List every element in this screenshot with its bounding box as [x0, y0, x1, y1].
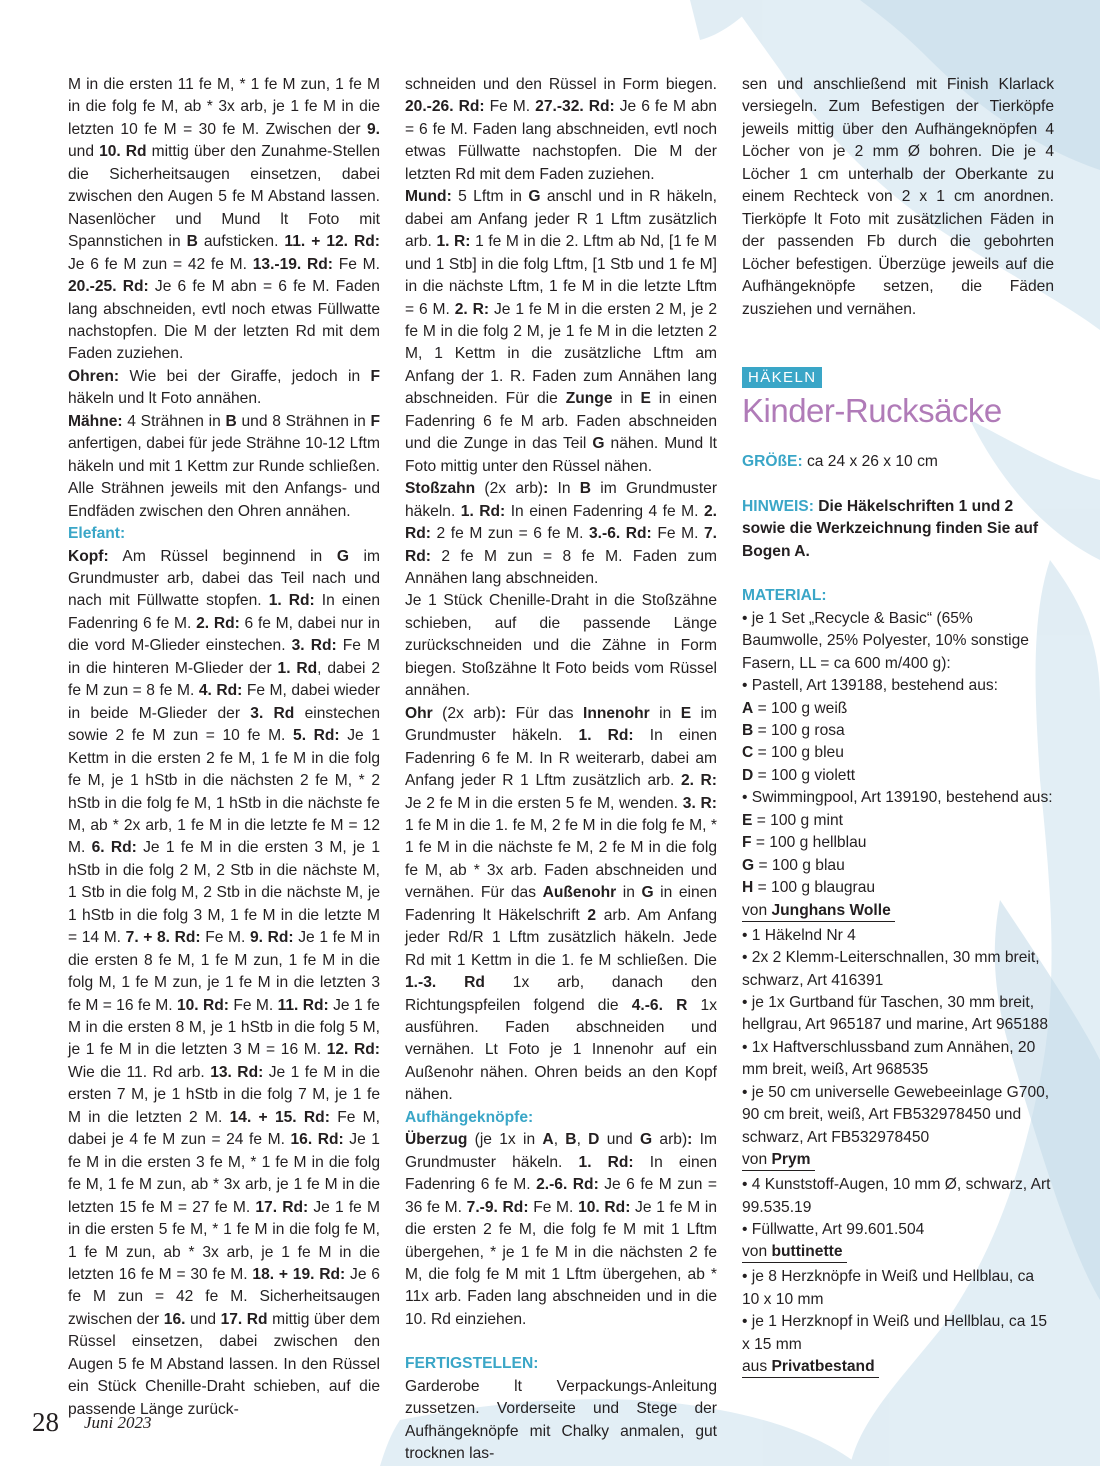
section-title: Kinder-Rucksäcke: [742, 392, 1002, 430]
size-line: GRÖßE: ca 24 x 26 x 10 cm: [742, 453, 938, 471]
spacer: [742, 321, 1054, 367]
heading-fertigstellen: FERTIGSTELLEN:: [405, 1355, 539, 1373]
paragraph: Ohr (2x arb): Für das Innenohr in E im Grundmuster häkeln. 1. Rd: In einen Fadenring 6 fe M. In R weiterarb, dabei am Anfang jeder R 1 Lftm zusätzlich arb. 2. R: Je 2 fe M in die ersten 5 fe M, wenden. 3. R: 1 fe M in die 1. fe M, 2 fe M in die folg fe M, * 1 fe M in die nächste fe M, 2 fe M in die folg fe M, ab * 3x arb. Faden abschneiden und vernähen. Für das Außenohr in G in einen Fadenring lt Häkelschrift 2 arb. Am Anfang jeder Rd/R 1 Lftm zusätzlich häkeln. Jede Rd mit 1 Kettm in die 1. fe M schließen. Die 1.-3. Rd 1x arb, danach den Richtungspfeilen folgend die 4.-6. R 1x ausführen. Faden abschneiden und vernähen. Lt Foto je 1 Innenohr auf ein Außenohr nähen. Ohren beids an den Kopf nähen.: [405, 704, 718, 1104]
section-header: [742, 367, 1054, 431]
heading-aufhaengeknoepfe: Aufhängeknöpfe:: [405, 1108, 534, 1126]
spacer: [742, 474, 1054, 496]
paragraph: Überzug (je 1x in A, B, D und G arb): Im Grundmuster häkeln. 1. Rd: In einen Fadenring 6 fe M. 2.-6. Rd: Je 6 fe M zun = 36 fe M. 7.-9. Rd: Fe M. 10. Rd: Je 1 fe M in die ersten 2 fe M, die folg fe M mit 1 Lftm übergehen, * je 1 fe M in die nächsten 2 fe M, die folg fe M mit 1 Lftm übergehen, ab * 11x arb. Faden lang abschneiden und in die 10. Rd einziehen.: [405, 1131, 718, 1328]
heading-material: MATERIAL:: [742, 587, 827, 605]
hint: HINWEIS: Die Häkelschriften 1 und 2 sowie die Werkzeichnung finden Sie auf Bogen A.: [742, 497, 1039, 560]
paragraph: Je 1 Stück Chenille-Draht in die Stoßzähne schieben, auf die passende Länge zurückschneiden und die Zähne in Form biegen. Stoßzähne lt Foto beids vom Rüssel annähen.: [405, 592, 717, 700]
text-column-1: [68, 74, 380, 1421]
text-column-2: [405, 74, 717, 1466]
issue-date: Juni 2023: [84, 1413, 152, 1432]
paragraph: M in die ersten 11 fe M, * 1 fe M zun, 1 fe M in die folg fe M, ab * 3x arb, je 1 fe M in die letzten 10 fe M = 30 fe M. Zwischen der 9. und 10. Rd mittig über den Zunahme-Stellen die Sicherheitsaugen einsetzen, dabei zwischen den Augen 5 fe M Abstand lassen. Nasenlöcher und Mund lt Foto mit Spannstichen in B aufsticken. 11. + 12. Rd: Je 6 fe M zun = 42 fe M. 13.-19. Rd: Fe M. 20.-25. Rd: Je 6 fe M abn = 6 fe M. Faden lang abschneiden, evtl noch etwas Füllwatte nachstopfen. Die M der letzten Rd mit dem Faden zuziehen.: [68, 76, 380, 363]
paragraph: Mund: 5 Lftm in G anschl und in R häkeln, dabei am Anfang jeder R 1 Lftm zusätzlich arb. 1. R: 1 fe M in die 2. Lftm ab Nd, [1 fe M und 1 Stb] in die folg Lftm, [1 Stb und 1 fe M] in die nächste Lftm, 1 fe M in die letzte Lftm = 6 M. 2. R: Je 1 fe M in die ersten 2 M, je 2 fe M in die folg 2 M, je 1 fe M in die letzten 2 M, 1 Kettm in die zusätzliche Lftm am Anfang der 1. R. Faden zum Annähen lang abschneiden. Für die Zunge in E in einen Fadenring 6 fe M arb. Faden abschneiden und die Zunge in das Teil G nähen. Mund lt Foto mittig unter den Rüssel nähen.: [405, 188, 718, 475]
paragraph: Kopf: Am Rüssel beginnend in G im Grundmuster arb, dabei das Teil nach und nach mit Füllwatte stopfen. 1. Rd: In einen Fadenring 6 fe M. 2. Rd: 6 fe M, dabei nur in die vord M-Glieder einstechen. 3. Rd: Fe M in die hinteren M-Glieder der 1. Rd, dabei 2 fe M zun = 8 fe M. 4. Rd: Fe M, dabei wieder in beide M-Glieder der 3. Rd einstechen sowie 2 fe M zun = 10 fe M. 5. Rd: Je 1 Kettm in die ersten 2 fe M, 1 fe M in die folg fe M, je 1 hStb in die nächsten 2 fe M, * 2 hStb in die folg fe M, 1 hStb in die nächste fe M, ab * 2x arb, 1 fe M in die letzte fe M = 12 M. 6. Rd: Je 1 fe M in die ersten 3 M, je 1 hStb in die folg 2 M, 2 Stb in die nächste M, 1 Stb in die folg M, 2 Stb in die nächste M, je 1 hStb in die folg 3 M, 1 fe M in die letzte M = 14 M. 7. + 8. Rd: Fe M. 9. Rd: Je 1 fe M in die ersten 8 fe M, 1 fe M zun, 1 fe M in die folg M, 1 fe M zun, je 1 fe M in die letzten 3 fe M = 16 fe M. 10. Rd: Fe M. 11. Rd: Je 1 fe M in die ersten 8 M, je 1 hStb in die folg 5 M, je 1 fe M in die letzten 3 M = 16 M. 12. Rd: Wie die 11. Rd arb. 13. Rd: Je 1 fe M in die ersten 7 M, je 1 hStb in die folg 7 M, je 1 fe M in die letzten 2 M. 14. + 15. Rd: Fe M, dabei je 4 fe M zun = 24 fe M. 16. Rd: Je 1 fe M in die ersten 3 fe M, * 1 fe M in die folg fe M, 1 fe M zun, ab * 3x arb, je 1 fe M in die letzten 15 fe M = 27 fe M. 17. Rd: Je 1 fe M in die ersten 5 fe M, * 1 fe M in die folg fe M, 1 fe M zun, ab * 3x arb, je 1 fe M in die letzten 16 fe M = 30 fe M. 18. + 19. Rd: Je 6 fe M zun = 42 fe M. Sicherheitsaugen zwischen der 16. und 17. Rd mittig über dem Rüssel einsetzen, dabei zwischen den Augen 5 fe M Abstand lassen. In den Rüssel ein Stück Chenille-Draht schieben, auf die passende Länge zurück-: [68, 547, 381, 1418]
category-tag: HÄKELN: [742, 367, 822, 388]
source-line: von Junghans Wolle: [742, 900, 895, 922]
spacer: [405, 1331, 717, 1353]
paragraph: Ohren: Wie bei der Giraffe, jedoch in F häkeln und lt Foto annähen.: [68, 367, 380, 408]
page-number: 28: [32, 1407, 59, 1437]
source-line: von Prym: [742, 1149, 815, 1171]
spacer: [742, 563, 1054, 585]
paragraph: Mähne: 4 Strähnen in B und 8 Strähnen in F anfertigen, dabei für jede Strähne 10-12 Lftm häkeln und mit 1 Kettm zur Runde schließen. Alle Strähnen jeweils mit den Anfangs- und Endfäden zwischen den Ohren annähen.: [68, 412, 380, 520]
spacer: [742, 431, 1054, 451]
text-column-3: [742, 74, 1054, 1381]
source-line: von buttinette: [742, 1241, 847, 1263]
material-list: • je 1 Set „Recycle & Basic“ (65% Baumwolle, 25% Polyester, 10% sonstige Fasern, LL = ca 600 m/400 g): • Pastell, Art 139188, bestehend aus: A = 100 g weiß B = 100 g rosa C = 100 g bleu D = 100 g violett • Swimmingpool, Art 139190, bestehend aus: E = 100 g mint F = 100 g hellblau G = 100 g blau H = 100 g blaugrau von Junghans Wolle • 1 Häkelnd Nr 4 • 2x 2 Klemm-Leiterschnallen, 30 mm breit, schwarz, Art 416391 • je 1x Gurtband für Taschen, 30 mm breit, hellgrau, Art 965187 und marine, Art 965188 • 1x Haftverschlussband zum Annähen, 20 mm breit, weiß, Art 968535 • je 50 cm universelle Gewebeeinlage G700, 90 cm breit, weiß, Art FB532978450 und schwarz, Art FB532978450 von Prym • 4 Kunststoff-Augen, 10 mm Ø, schwarz, Art 99.535.19 • Füllwatte, Art 99.601.504 von buttinette • je 8 Herzknöpfe in Weiß und Hellblau, ca 10 x 10 mm • je 1 Herzknopf in Weiß und Hellblau, ca 15 x 15 mm aus Privatbestand: [742, 608, 1054, 1382]
heading-elefant: Elefant:: [68, 525, 126, 543]
source-line: aus Privatbestand: [742, 1356, 879, 1378]
paragraph: Garderobe lt Verpackungs-Anleitung zussetzen. Vorderseite und Stege der Aufhängeknöpfe mit Chalky anmalen, gut trocknen las-: [405, 1377, 717, 1463]
paragraph: sen und anschließend mit Finish Klarlack versiegeln. Zum Befestigen der Tierköpfe jeweils mittig über den Aufhängeknöpfen 4 Löcher von je 2 mm Ø bohren. Die je 4 Löcher 1 cm unterhalb der Oberkante zu einem Rechteck von 2 x 1 cm anordnen. Tierköpfe lt Foto mit zusätzlichen Fäden in der passenden Fb durch die gebohrten Löcher befestigen. Überzüge jeweils auf die Aufhängeknöpfe setzen, die Fäden zusziehen und vernähen.: [742, 76, 1054, 318]
paragraph: schneiden und den Rüssel in Form biegen. 20.-26. Rd: Fe M. 27.-32. Rd: Je 6 fe M abn = 6 fe M. Faden lang abschneiden, evtl noch etwas Füllwatte nachstopfen. Die M der letzten Rd mit dem Faden zuziehen.: [405, 76, 717, 183]
paragraph: Stoßzahn (2x arb): In B im Grundmuster häkeln. 1. Rd: In einen Fadenring 4 fe M. 2. Rd: 2 fe M zun = 6 fe M. 3.-6. Rd: Fe M. 7. Rd: 2 fe M zun = 8 fe M. Faden zum Annähen lang abschneiden.: [405, 480, 718, 587]
